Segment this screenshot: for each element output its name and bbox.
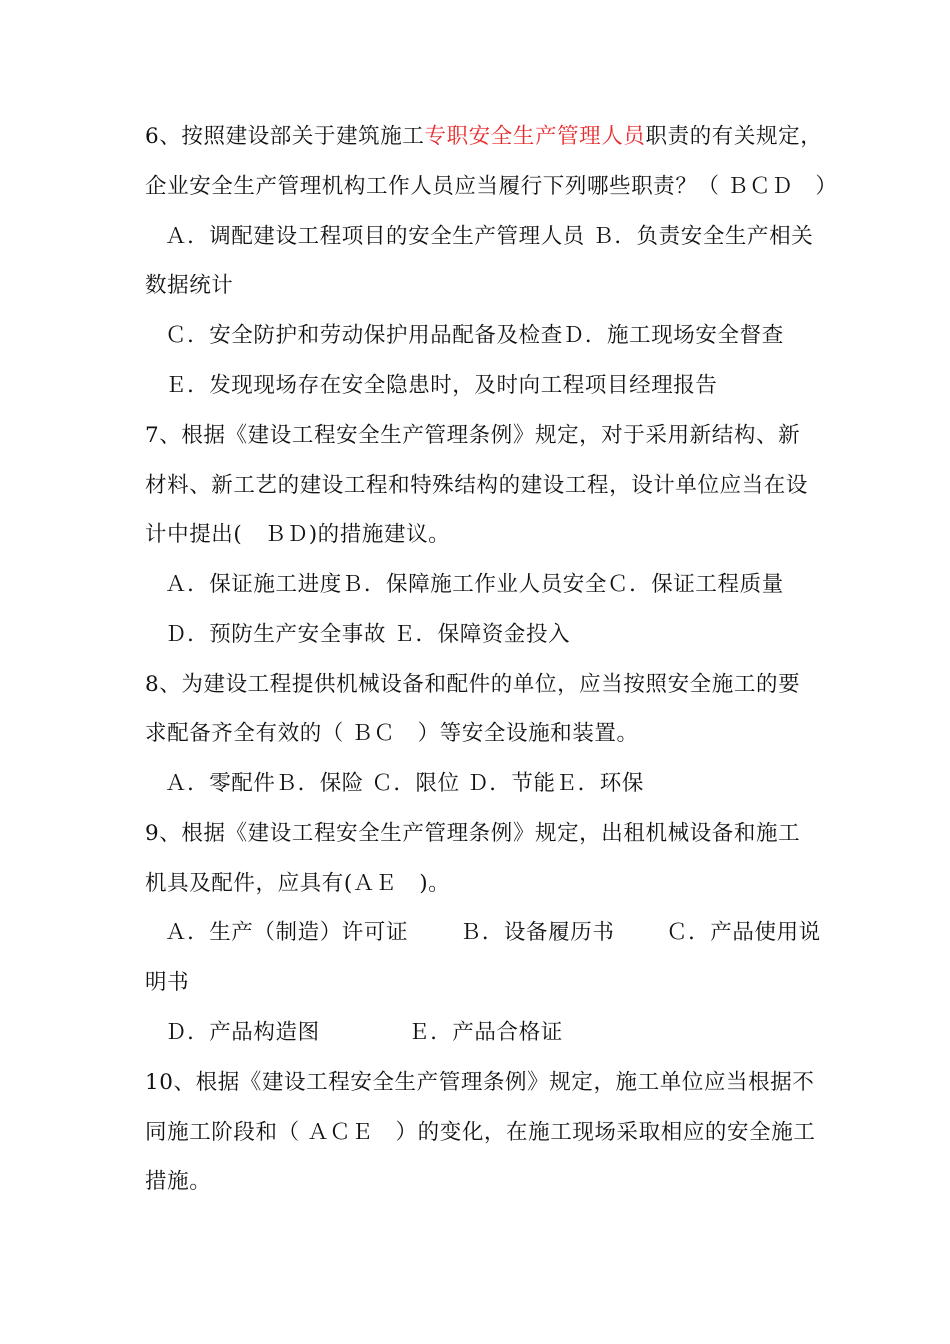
question-9-line-2: 机具及配件，应具有(ＡＥ )。 [145, 871, 451, 896]
question-9-line-1: 9、根据《建设工程安全生产管理条例》规定，出租机械设备和施工 [145, 821, 801, 846]
question-9-option-de: Ｄ．产品构造图 Ｅ．产品合格证 [165, 1020, 563, 1045]
question-10-line-1: 10、根据《建设工程安全生产管理条例》规定，施工单位应当根据不 [145, 1070, 815, 1095]
question-8-line-1: 8、为建设工程提供机械设备和配件的单位，应当按照安全施工的要 [145, 672, 801, 697]
question-7-option-abc: Ａ．保证施工进度Ｂ．保障施工作业人员安全Ｃ．保证工程质量 [165, 572, 784, 597]
question-6-option-e: Ｅ．发现现场存在安全隐患时，及时向工程项目经理报告 [165, 373, 718, 398]
question-10-line-3: 措施。 [145, 1169, 212, 1194]
question-8-line-2: 求配备齐全有效的（ ＢＣ ）等安全设施和装置。 [145, 721, 639, 746]
question-6-line-2: 企业安全生产管理机构工作人员应当履行下列哪些职责？（ ＢＣＤ ） [145, 174, 838, 199]
question-6-highlight: 专职安全生产管理人员 [424, 124, 646, 149]
question-6-text-pre: 6、按照建设部关于建筑施工 [145, 124, 425, 149]
question-6-option-b-cont: 数据统计 [145, 273, 234, 298]
question-9-option-abc: Ａ．生产（制造）许可证 Ｂ．设备履历书 Ｃ．产品使用说 [165, 920, 821, 945]
question-6-line-1 [145, 122, 823, 152]
question-9-option-c-cont: 明书 [145, 970, 190, 995]
question-7-line-1: 7、根据《建设工程安全生产管理条例》规定，对于采用新结构、新 [145, 423, 801, 448]
question-8-options: Ａ．零配件Ｂ．保险 Ｃ．限位 Ｄ．节能Ｅ．环保 [165, 771, 644, 796]
question-6-option-ab: Ａ．调配建设工程项目的安全生产管理人员 Ｂ．负责安全生产相关 [165, 224, 814, 249]
question-7-line-2: 材料、新工艺的建设工程和特殊结构的建设工程，设计单位应当在设 [145, 473, 809, 498]
question-6-text-post: 职责的有关规定， [645, 124, 823, 149]
question-7-line-3: 计中提出( ＢＤ)的措施建议。 [145, 522, 451, 547]
question-6-option-cd: Ｃ．安全防护和劳动保护用品配备及检查Ｄ．施工现场安全督查 [165, 323, 784, 348]
question-7-option-de: Ｄ．预防生产安全事故 Ｅ．保障资金投入 [165, 622, 571, 647]
question-10-line-2: 同施工阶段和（ ＡＣＥ ）的变化，在施工现场采取相应的安全施工 [145, 1120, 816, 1145]
